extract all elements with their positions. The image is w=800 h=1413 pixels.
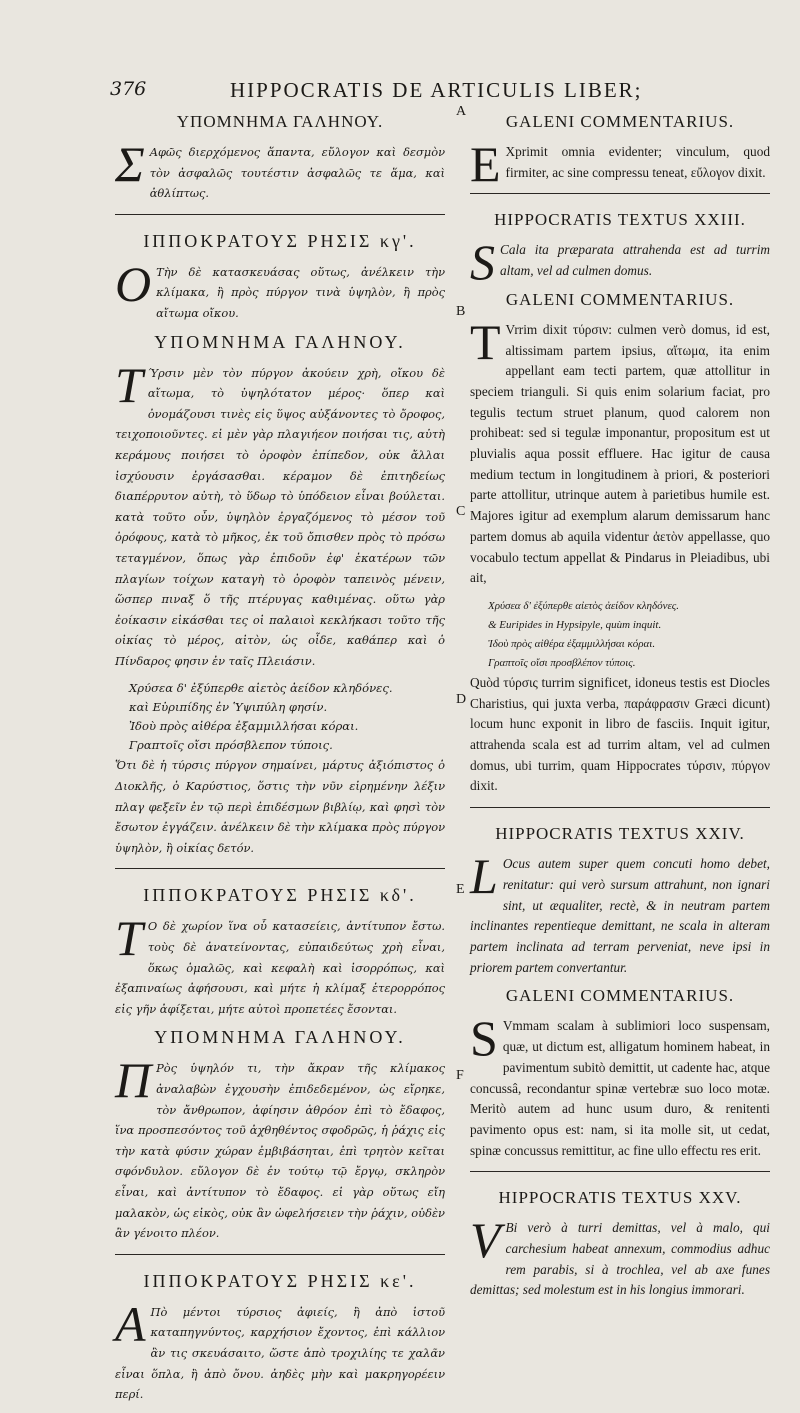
- latin-paragraph: [470, 313, 770, 589]
- drop-cap: S: [470, 234, 495, 291]
- paragraph-text: Vrrim dixit τύρσιν: culmen verò domus, id est, altissimam partem ipsius, αἴτωμα, ita enim appellant eam tecti partem, quæ attollitur in speciem trianguli. Si quis enim solarium faciat, pro tegulis tectum struet planum, quod calorem non prohibeat: sed si tegulæ imponantur, propositum est ut pluvialis aqua possit effluere. Hac igitur de causa medium tectum in longitudinem à priori, & posteriori parte attollitur, utrinque autem à parietibus humile est. Majores igitur ad exemplum alarum demissarum hanc partem domus ab aquila videntur ἀετὸν appellasse, quo vocabulo tectum appellat & Pindarus in Pleiadibus, ubi ait,: [470, 321, 770, 586]
- margin-marker-a: A: [456, 104, 467, 119]
- drop-cap: Π: [115, 1052, 152, 1109]
- greek-paragraph: [115, 1295, 445, 1405]
- drop-cap: Ο: [115, 255, 152, 312]
- drop-cap: S: [470, 1010, 498, 1067]
- section-heading: ΥΠΟΜΝΗΜΑ ΓΑΛΗΝΟΥ.: [176, 112, 384, 131]
- latin-paragraph: [470, 136, 770, 192]
- latin-paragraph: [470, 1212, 770, 1301]
- greek-paragraph: [115, 136, 445, 204]
- paragraph-text: Τὴν δὲ κατασκευάσας οὕτως, ἀνέλκειν τὴν κλίμακα, ἢ πρὸς πύργον τινὰ ὑψηλὸν, ἢ πρὸς αἴτωμα οἴκου.: [156, 264, 445, 320]
- section-rule: [470, 807, 770, 808]
- page-number: 376: [110, 78, 147, 100]
- verse-line: Ἰδοὺ πρὸς αἰθέρα ἐξαμμιλλήσαι κόραι.: [129, 719, 359, 734]
- greek-paragraph: Ὅτι δὲ ἡ τύρσις πύργον σημαίνει, μάρτυς ἀξιόπιστος ὁ Διοκλῆς, ὁ Καρύστιος, ὅστις τὴν νῦν εἰρημένην λέξιν πλαγ φεξεῖν ἐν τῷ περὶ ἐπιδέσμων βιβλίῳ, καὶ φησὶ τὸν ἔσωτον ἐγγάζειν. ἀνέλκειν δὲ τὴν κλίμακα πρὸς πύργον ὑψηλὸν, ἢ οἰκίας δετόν.: [115, 758, 445, 855]
- paragraph-text: Vmmam scalam à sublimiori loco suspensam, quæ, ut dictum est, alligatum hominem habeat, in pavimentum subitò demittit, ut cadente hac, atque concussâ, recondantur spinæ vertebræ suo loco motæ. Meritò autem ad hunc usum duro, & renitenti pavimento opus est: nam, si ita molle sit, ut cedat, spinæ concussus remittitur, ac fine ullo effectu res erit.: [470, 1018, 770, 1158]
- paragraph-text: Πὸ μέντοι τύρσιος ἀφιείς, ἢ ἀπὸ ἱστοῦ καταπηγνύντος, καρχήσιον ἔχοντος, ἐπὶ κάλλιον ἂν τις σκευάσαιτο, ὥστε ἀπὸ τροχιλίης τε χαλᾶν εἶναι ὅπλα, ἢ ἀπὸ ὄνου. ἀηδὲς μὴν καὶ μακρηγορέειν περί.: [115, 1304, 445, 1402]
- drop-cap: Α: [115, 1295, 146, 1352]
- paragraph-text: Xprimit omnia evidenter; vinculum, quod firmiter, ac sine compressu teneat, εὔλογον dixit.: [505, 144, 770, 180]
- section-heading: HIPPOCRATIS TEXTUS XXV.: [498, 1188, 742, 1208]
- section-heading: GALENI COMMENTARIUS.: [505, 289, 735, 309]
- paragraph-text: Ύρσιν μὲν τὸν πύργον ἀκούειν χρὴ, οἴκου δὲ αἴτωμα, τὸ ὑψηλότατον μέρος· ὅπερ καὶ ὀνομάζουσι τινὲς εἰς ὕψος αὐξάνοντες τὸ ὄροφος, τειχοποιοῦντες. εἰ μὲν γὰρ πλαγιήεον ποιήσαι τις, αὐτὴ κεράμους ποιήσει τὸ ὀροφὸν ἐπίπεδον, οὐκ ἄλλαι ἰσχύουσιν ἐργάσασθαι. κέραμον δὲ ἐπιτηδείως διαπέρρυτον αὐτὴ, τὸ ὕδωρ τὸ ὑπόδειον εἶναι βούλεται. κατὰ τοῦτο οὖν, ὑψηλὸν ἐργαζόμενος τὸ μέσον τοῦ ὀρόφους, κατὰ τὸ μῆκος, ἐκ τοῦ ὄπισθεν πρὸς τὸ πρόσω τεταγμένον, ὅπως γὰρ ἐπιδοῦν ἐφ' ἑκατέρων τῶν πλαγίων τοίχων καταγὴ τὸ ὀροφὸν ταπεινὸς μένειν, ὥσπερ πιναξ ὅ τῆς πτέρυγας καθιμένας. οὕτω γὰρ ἐοίκασιν εἰκάσθαι τες οἱ παλαιοὶ κεκλήκασι τοῦτο τῆς οἰκίας τὸ μέρος, αἰτὸν, ὡς οἶδε, καθάπερ καὶ ὁ Πίνδαρος φησιν ἐν ταῖς Πλειάσιν.: [115, 365, 445, 668]
- section-rule: [115, 1254, 445, 1255]
- drop-cap: L: [470, 848, 498, 905]
- verse-line: Ἰδοὺ πρὸς αἰθέρα ἐξαμμιλλήσαι κόραι.: [488, 637, 656, 650]
- drop-cap: T: [470, 313, 501, 370]
- drop-cap: E: [470, 136, 501, 192]
- section-heading: GALENI COMMENTARIUS.: [505, 112, 735, 131]
- paragraph-text: Ρὸς ὑψηλόν τι, τὴν ἄκραν τῆς κλίμακος ἀναλαβὼν ἐγχουσὴν ἐπιδεδεμένον, ὡς εἴρηκε, τὸν ἄνθρωπον, ἀφίησιν ἀθρόον ἐπὶ τὸ ἔδαφος, ἵνα προσπεσόντος τοῦ ἀχθηθέντος σφοδρῶς, ἡ ῥάχις εἰς τὴν κατὰ φύσιν χώραν ἐμβιβάσηται, ἐπὶ τρητὸν κεῖται σφόνδυλον. εὔλογον δὲ ἐν τούτῳ τῷ ἔργῳ, σκληρὸν εἶναι, καὶ ἀντίτυπον τὸ ἔδαφος. εἰ γὰρ οὕτως εἴη μαλακὸν, ὡς εἰκὸς, οὐκ ἂν ὠφελήσειεν τὴν ῥάχιν, οὐδὲν ἂν γένοιτο πλέον.: [115, 1061, 445, 1241]
- greek-paragraph: [115, 356, 445, 672]
- greek-paragraph: [115, 1052, 445, 1243]
- verse-line: Χρύσεα δ' ἐξύπερθε αἰετὸς ἀείδον κληδόνες.: [488, 599, 680, 612]
- latin-paragraph: [470, 848, 770, 978]
- margin-marker-d: D: [456, 692, 467, 707]
- verse-line: & Euripides in Hypsipyle, quùm inquit.: [488, 618, 662, 631]
- section-heading: ΥΠΟΜΝΗΜΑ ΓΑΛΗΝΟΥ.: [154, 331, 406, 352]
- verse-line: καὶ Εὐριπίδης ἐν Ὑψιπύλη φησίν.: [129, 700, 328, 715]
- margin-marker-f: F: [456, 1068, 464, 1083]
- latin-paragraph: [470, 234, 770, 291]
- section-rule: [115, 868, 445, 869]
- section-heading: HIPPOCRATIS TEXTUS XXIV.: [495, 824, 745, 844]
- paragraph-text: Αφῶς διερχόμενος ἅπαντα, εὔλογον καὶ δεσμὸν τὸν ἀσφαλῶς τουτέστιν ἀσφαλῶς τε ἅμα, καὶ ἀθλίπτως.: [149, 145, 445, 201]
- verse-line: Γραπτοῖς οἴσι προσβλέπον τύποις.: [488, 656, 636, 669]
- section-heading: ΙΠΠΟΚΡΑΤΟΥΣ ΡΗΣΙΣ κγ'.: [143, 230, 417, 251]
- section-rule: [470, 1171, 770, 1172]
- paragraph-text: Ocus autem super quem concuti homo debet, renitatur: qui verò sursum attrahunt, non ignari sint, ut æqualiter, rectè, & in neutram partem inclinantes repentieque demittant, ne scala in alteram partem inclinata ad terram perveniat, neve ipsi in priorem partem convertantur.: [470, 856, 770, 975]
- verse-line: Χρύσεα δ' ἐξύπερθε αἰετὸς ἀείδον κληδόνες.: [129, 681, 393, 696]
- section-heading: ΙΠΠΟΚΡΑΤΟΥΣ ΡΗΣΙΣ κε'.: [143, 1270, 417, 1291]
- verse-line: Γραπτοῖς οἴσι πρόσβλεπον τύποις.: [129, 738, 333, 753]
- drop-cap: Σ: [115, 136, 145, 192]
- greek-paragraph: [115, 255, 445, 324]
- paragraph-text: Bi verò à turri demittas, vel à malo, qui carchesium habeat annexum, commodius adhuc rem parabis, si à trochlea, vel ab axe funes demittas; sed molestum est in his longius immorari.: [470, 1220, 770, 1298]
- section-heading: ΥΠΟΜΝΗΜΑ ΓΑΛΗΝΟΥ.: [154, 1027, 406, 1048]
- margin-marker-e: E: [456, 882, 465, 897]
- drop-cap: Τ: [115, 910, 143, 967]
- latin-paragraph: Quòd τύρσις turrim significet, idoneus testis est Diocles Charistius, qui juxta verba, παράφρασιν Græci dicunt) locum hunc exponit in libro de fasciis. Inquit igitur, attrahenda scala est ad turrim altam, vel ad culmen domus, ubi turrim, quam Hippocrates τύρσιν, πύργον dixit.: [470, 674, 770, 794]
- latin-paragraph: [470, 1010, 770, 1161]
- greek-paragraph: [115, 910, 445, 1019]
- section-rule: [470, 193, 770, 194]
- section-heading: HIPPOCRATIS TEXTUS XXIII.: [494, 210, 746, 230]
- section-heading: ΙΠΠΟΚΡΑΤΟΥΣ ΡΗΣΙΣ κδ'.: [143, 885, 417, 906]
- greek-column: [115, 112, 445, 1413]
- running-title: HIPPOCRATIS DE ARTICULIS LIBER;: [230, 78, 643, 102]
- paragraph-text: Ο δὲ χωρίον ἵνα οὗ κατασείεις, ἀντίτυπον ἔστω. τοὺς δὲ ἀνατείνοντας, εὐπαιδεύτως χρὴ εἶναι, ὅκως ὁμαλῶς, καὶ κεφαλὴ καὶ ἰσορρόπως, καὶ ἐξαπιναίως ἀφήσουσι, καὶ μήτε ἡ κλίμαξ ἑτερορρόπος εἰς γῆν ἀφίξεται, μήτε αὐτοὶ προπετέες ἔσονται.: [115, 919, 445, 1016]
- paragraph-text: Cala ita præparata attrahenda est ad turrim altam, vel ad culmen domus.: [500, 242, 770, 279]
- section-heading: GALENI COMMENTARIUS.: [505, 986, 735, 1006]
- margin-marker-c: C: [456, 504, 466, 519]
- running-head: [110, 78, 780, 108]
- margin-marker-b: B: [456, 304, 466, 319]
- drop-cap: V: [470, 1212, 501, 1269]
- drop-cap: Τ: [115, 356, 143, 413]
- section-rule: [115, 214, 445, 215]
- latin-column: [470, 112, 770, 1309]
